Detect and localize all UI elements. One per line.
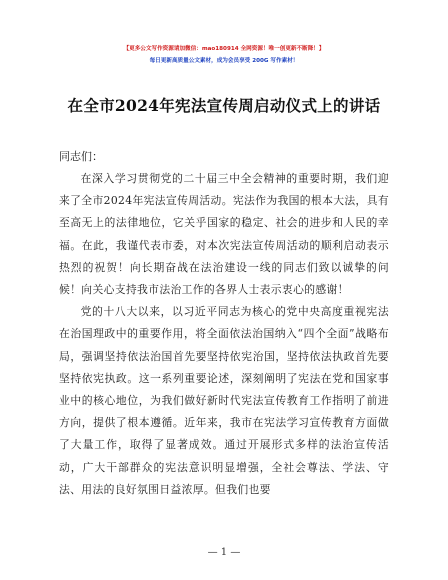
document-body xyxy=(59,168,389,501)
greeting: 同志们： xyxy=(59,150,103,163)
document-title: 在全市2024年宪法宣传周启动仪式上的讲话 xyxy=(67,96,381,115)
paragraph: 在深入学习贯彻党的二十届三中全会精神的重要时期，我们迎来了全市2024年宪法宣传周活动。宪法作为我国的根本大法，具有至高无上的法律地位，它关乎国家的稳定、社会的进步和人民的幸福。在此，我谨代表市委，对本次宪法宣传周活动的顺利启动表示热烈的祝贺！向长期奋战在法治建设一线的同志们致以诚挚的问候！向关心支持我市法治工作的各界人士表示衷心的感谢！ xyxy=(59,172,389,297)
ad-subline: 每日更新高质量公文素材，成为会员享受 200G 写作素材！ xyxy=(149,58,299,64)
page-number: — 1 — xyxy=(207,547,241,558)
paragraph: 党的十八大以来，以习近平同志为核心的党中央高度重视宪法在治国理政中的重要作用，将全面依法治国纳入“四个全面”战略布局，强调坚持依法治国首先要坚持依宪治国，坚持依法执政首先要坚持依宪执政。这一系列重要论述，深刻阐明了宪法在党和国家事业中的核心地位，为我们做好新时代宪法宣传教育工作指明了前进方向，提供了根本遵循。近年来，我市在宪法学习宣传教育方面做了大量工作，取得了显著成效。通过开展形式多样的法治宣传活动，广大干部群众的宪法意识明显增强，全社会尊法、学法、守法、用法的良好氛围日益浓厚。但我们也要 xyxy=(59,305,389,496)
ad-banner-line: 【更多公文写作资源请加微信：mao180914 全网资源！唯一创更新不断降！】 xyxy=(123,46,325,52)
